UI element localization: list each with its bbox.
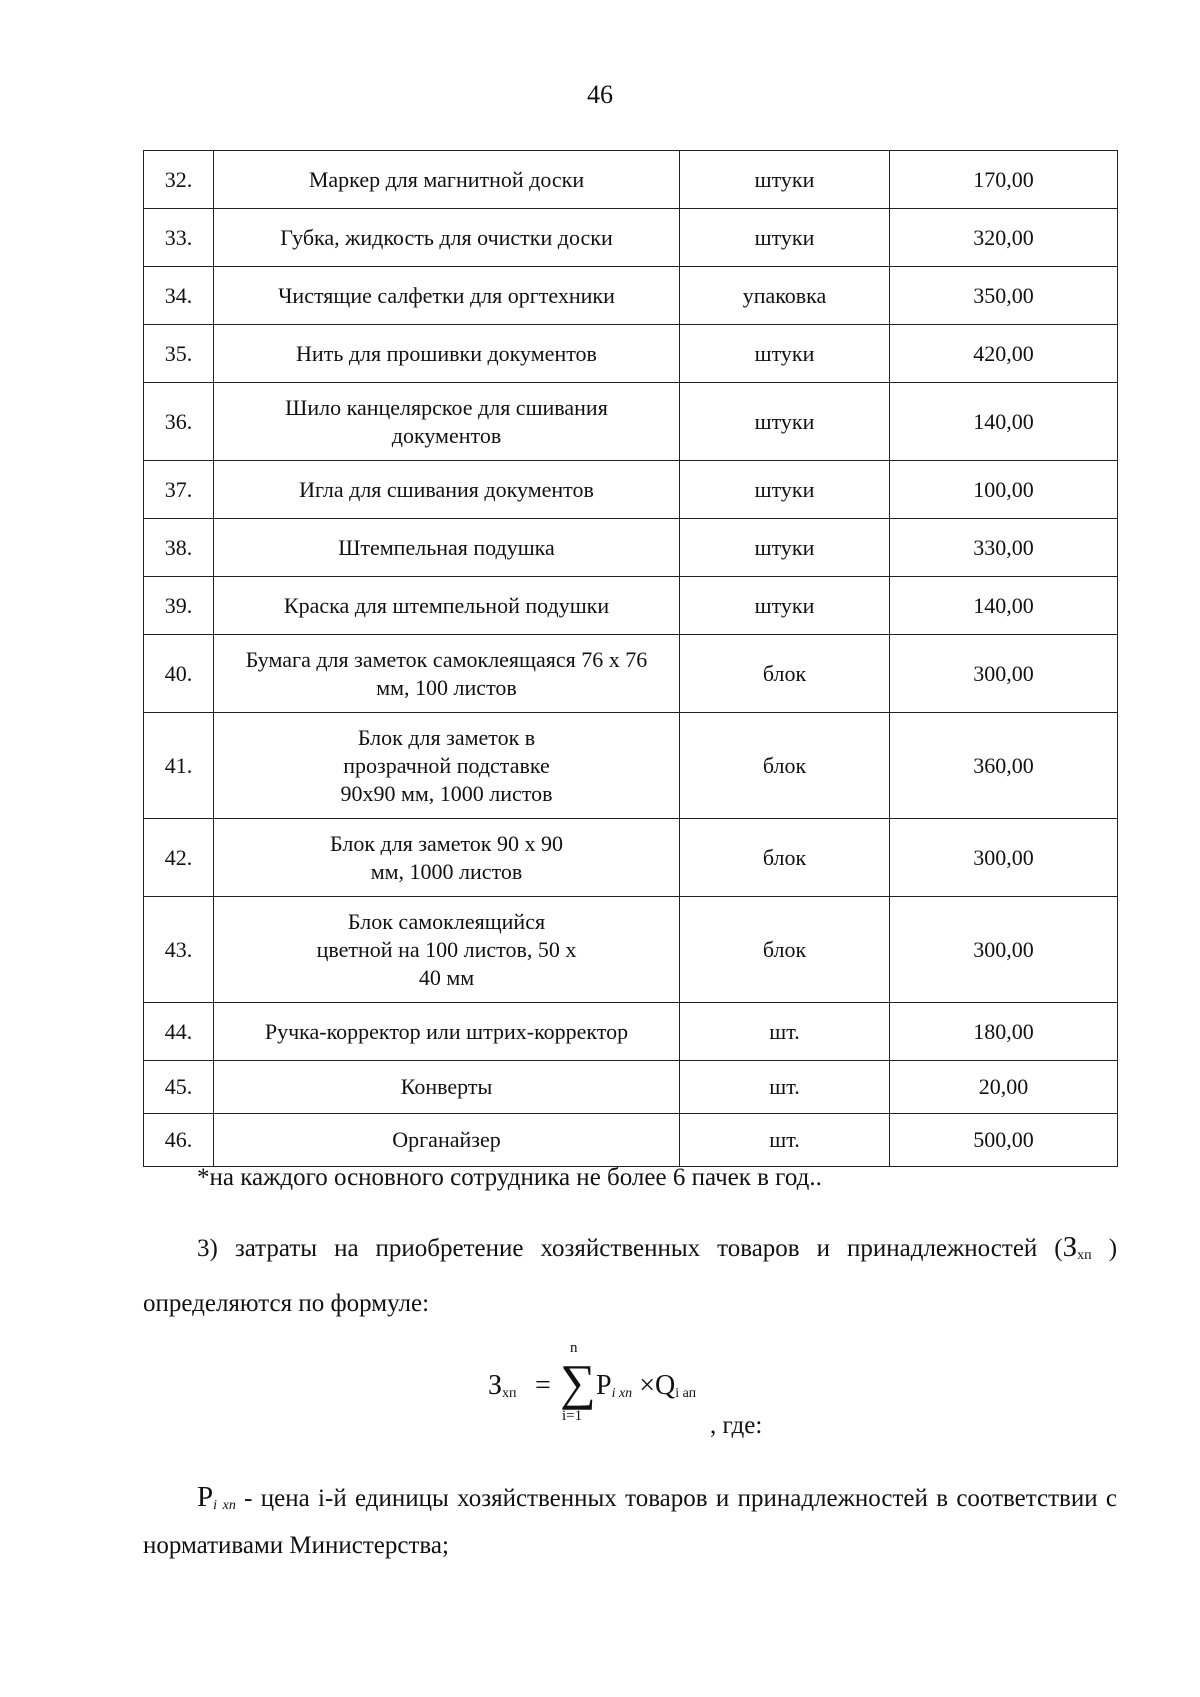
formula-body bbox=[596, 1370, 696, 1402]
row-number: 36. bbox=[144, 383, 214, 461]
item-unit: блок bbox=[680, 713, 890, 819]
item-unit: блок bbox=[680, 897, 890, 1003]
times-sign: × bbox=[639, 1370, 655, 1401]
item-unit: штуки bbox=[680, 209, 890, 267]
item-price: 20,00 bbox=[890, 1061, 1118, 1114]
definition-symbol-subscript: i xп bbox=[213, 1498, 236, 1513]
price-symbol: P bbox=[596, 1370, 612, 1401]
formula-left bbox=[488, 1370, 517, 1402]
quantity-symbol: Q bbox=[654, 1370, 676, 1401]
item-price: 140,00 bbox=[890, 383, 1118, 461]
quantity-subscript: i ап bbox=[675, 1386, 697, 1401]
definition-text: - цена i-й единицы хозяйственных товаров и принадлежностей в соответствии с нормативами Министерства; bbox=[143, 1485, 1117, 1559]
item-unit: шт. bbox=[680, 1114, 890, 1167]
item-unit: шт. bbox=[680, 1061, 890, 1114]
row-number: 35. bbox=[144, 325, 214, 383]
cost-symbol-subscript: хп bbox=[1077, 1248, 1092, 1263]
sum-sign: ∑ bbox=[560, 1354, 596, 1410]
item-name: Игла для сшивания документов bbox=[214, 461, 680, 519]
formula-where: , где: bbox=[710, 1412, 763, 1439]
table-row bbox=[144, 1114, 1118, 1167]
item-unit: штуки bbox=[680, 325, 890, 383]
table-row bbox=[144, 635, 1118, 713]
table-row bbox=[144, 151, 1118, 209]
row-number: 45. bbox=[144, 1061, 214, 1114]
supplies-table-body bbox=[144, 151, 1118, 1167]
row-number: 40. bbox=[144, 635, 214, 713]
row-number: 34. bbox=[144, 267, 214, 325]
paragraph-tail: ) определяются по формуле: bbox=[143, 1235, 1118, 1317]
formula-left-subscript: хп bbox=[502, 1386, 517, 1401]
row-number: 46. bbox=[144, 1114, 214, 1167]
row-number: 41. bbox=[144, 713, 214, 819]
item-unit: блок bbox=[680, 819, 890, 897]
item-name: Блок самоклеящийся цветной на 100 листов, 50 х 40 мм bbox=[214, 897, 680, 1003]
item-unit: штуки bbox=[680, 519, 890, 577]
item-price: 300,00 bbox=[890, 897, 1118, 1003]
item-unit: упаковка bbox=[680, 267, 890, 325]
table-row bbox=[144, 897, 1118, 1003]
item-unit: блок bbox=[680, 635, 890, 713]
sum-lower-limit: i=1 bbox=[562, 1408, 583, 1424]
table-row bbox=[144, 519, 1118, 577]
item-name: Губка, жидкость для очистки доски bbox=[214, 209, 680, 267]
item-unit: штуки bbox=[680, 383, 890, 461]
item-name: Конверты bbox=[214, 1061, 680, 1114]
item-name: Ручка-корректор или штрих-корректор bbox=[214, 1003, 680, 1061]
row-number: 37. bbox=[144, 461, 214, 519]
row-number: 43. bbox=[144, 897, 214, 1003]
item-name: Нить для прошивки документов bbox=[214, 325, 680, 383]
item-price: 500,00 bbox=[890, 1114, 1118, 1167]
paragraph-lead: 3) затраты на приобретение хозяйственных товаров и принадлежностей ( bbox=[197, 1235, 1063, 1262]
table-row bbox=[144, 461, 1118, 519]
item-price: 140,00 bbox=[890, 577, 1118, 635]
table-row bbox=[144, 1061, 1118, 1114]
item-unit: штуки bbox=[680, 461, 890, 519]
item-price: 330,00 bbox=[890, 519, 1118, 577]
item-unit: штуки bbox=[680, 577, 890, 635]
item-name: Краска для штемпельной подушки bbox=[214, 577, 680, 635]
item-unit: штуки bbox=[680, 151, 890, 209]
table-row bbox=[144, 383, 1118, 461]
sum-upper-limit: n bbox=[570, 1340, 578, 1356]
row-number: 42. bbox=[144, 819, 214, 897]
item-price: 420,00 bbox=[890, 325, 1118, 383]
item-name: Блок для заметок 90 х 90 мм, 1000 листов bbox=[214, 819, 680, 897]
price-definition bbox=[143, 1477, 1117, 1566]
item-price: 300,00 bbox=[890, 635, 1118, 713]
item-price: 350,00 bbox=[890, 267, 1118, 325]
page-number: 46 bbox=[587, 80, 613, 109]
table-row bbox=[144, 577, 1118, 635]
supplies-table bbox=[143, 150, 1118, 1167]
item-price: 100,00 bbox=[890, 461, 1118, 519]
item-name: Бумага для заметок самоклеящаяся 76 х 76 мм, 100 листов bbox=[214, 635, 680, 713]
row-number: 39. bbox=[144, 577, 214, 635]
item-unit: шт. bbox=[680, 1003, 890, 1061]
footnote: *на каждого основного сотрудника не более 6 пачек в год.. bbox=[197, 1164, 822, 1191]
item-name: Блок для заметок в прозрачной подставке 90х90 мм, 1000 листов bbox=[214, 713, 680, 819]
item-name: Маркер для магнитной доски bbox=[214, 151, 680, 209]
row-number: 33. bbox=[144, 209, 214, 267]
row-number: 38. bbox=[144, 519, 214, 577]
item-name: Штемпельная подушка bbox=[214, 519, 680, 577]
cost-symbol: З bbox=[1062, 1231, 1078, 1263]
table-row bbox=[144, 267, 1118, 325]
price-subscript: i xп bbox=[611, 1386, 633, 1401]
item-price: 170,00 bbox=[890, 151, 1118, 209]
row-number: 44. bbox=[144, 1003, 214, 1061]
paragraph-item-3 bbox=[143, 1223, 1117, 1328]
table-row bbox=[144, 713, 1118, 819]
item-name: Шило канцелярское для сшивания документов bbox=[214, 383, 680, 461]
item-name: Чистящие салфетки для оргтехники bbox=[214, 267, 680, 325]
table-row bbox=[144, 209, 1118, 267]
table-row bbox=[144, 819, 1118, 897]
formula-equals: = bbox=[535, 1370, 551, 1401]
definition-symbol: P bbox=[197, 1481, 214, 1513]
item-price: 300,00 bbox=[890, 819, 1118, 897]
item-price: 320,00 bbox=[890, 209, 1118, 267]
item-name: Органайзер bbox=[214, 1114, 680, 1167]
row-number: 32. bbox=[144, 151, 214, 209]
table-row bbox=[144, 325, 1118, 383]
cost-formula bbox=[488, 1340, 808, 1450]
formula-left-symbol: З bbox=[488, 1370, 503, 1401]
item-price: 360,00 bbox=[890, 713, 1118, 819]
table-row bbox=[144, 1003, 1118, 1061]
item-price: 180,00 bbox=[890, 1003, 1118, 1061]
